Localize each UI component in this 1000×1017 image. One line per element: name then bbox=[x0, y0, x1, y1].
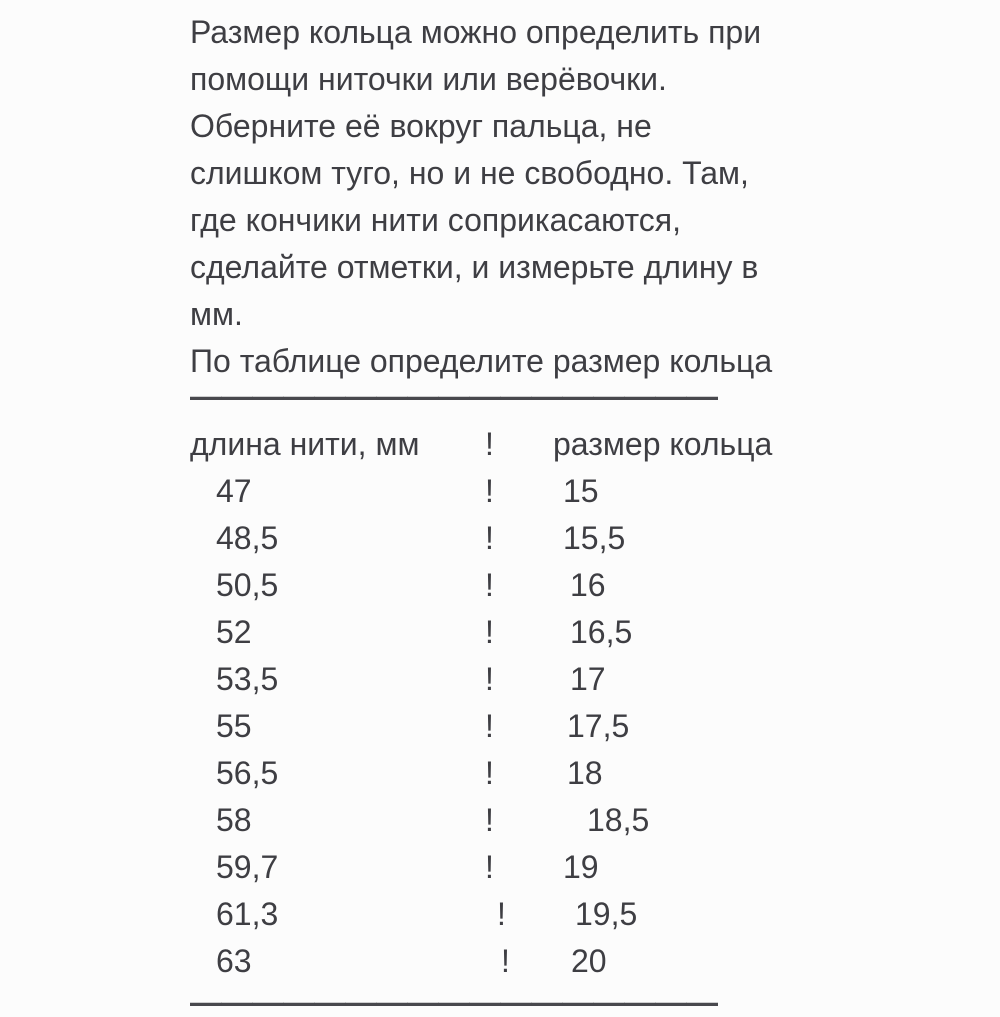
thread-length-value: 52 bbox=[216, 614, 252, 650]
intro-line: слишком туго, но и не свободно. Там, bbox=[190, 155, 749, 191]
table-row bbox=[190, 562, 850, 609]
ring-size-value: 20 bbox=[571, 943, 607, 979]
thread-length-value: 58 bbox=[216, 802, 252, 838]
column-header-ring-size: размер кольца bbox=[553, 426, 773, 462]
column-divider: ! bbox=[485, 849, 494, 885]
table-row bbox=[190, 609, 850, 656]
table-row bbox=[190, 891, 850, 938]
thread-length-value: 61,3 bbox=[216, 896, 279, 932]
column-divider: ! bbox=[497, 896, 506, 932]
thread-length-value: 53,5 bbox=[216, 661, 279, 697]
table-row bbox=[190, 797, 850, 844]
intro-line: мм. bbox=[190, 296, 243, 332]
column-divider: ! bbox=[501, 943, 510, 979]
separator-line-bottom: ————————————————— bbox=[190, 987, 717, 1017]
table-row bbox=[190, 656, 850, 703]
column-divider: ! bbox=[485, 614, 494, 650]
table-header-row bbox=[190, 421, 850, 468]
thread-length-value: 63 bbox=[216, 943, 252, 979]
table-row bbox=[190, 468, 850, 515]
column-divider: ! bbox=[485, 473, 494, 509]
intro-text bbox=[190, 9, 850, 385]
table-caption: По таблице определите размер кольца bbox=[190, 343, 773, 379]
table-row bbox=[190, 515, 850, 562]
column-header-thread-length: длина нити, мм bbox=[190, 426, 420, 462]
intro-line: Оберните её вокруг пальца, не bbox=[190, 108, 652, 144]
column-divider: ! bbox=[485, 708, 494, 744]
ring-size-value: 17,5 bbox=[567, 708, 630, 744]
ring-size-value: 18 bbox=[567, 755, 603, 791]
ring-size-value: 16,5 bbox=[570, 614, 633, 650]
column-divider: ! bbox=[485, 567, 494, 603]
column-divider: ! bbox=[485, 426, 494, 462]
table-row bbox=[190, 938, 850, 985]
thread-length-value: 59,7 bbox=[216, 849, 279, 885]
table-row bbox=[190, 703, 850, 750]
thread-length-value: 47 bbox=[216, 473, 252, 509]
thread-length-value: 48,5 bbox=[216, 520, 279, 556]
thread-length-value: 50,5 bbox=[216, 567, 279, 603]
intro-line: где кончики нити соприкасаются, bbox=[190, 202, 681, 238]
ring-size-value: 16 bbox=[570, 567, 606, 603]
column-divider: ! bbox=[485, 520, 494, 556]
intro-line: помощи ниточки или верёвочки. bbox=[190, 61, 667, 97]
column-divider: ! bbox=[485, 755, 494, 791]
intro-line: Размер кольца можно определить при bbox=[190, 14, 762, 50]
table-row bbox=[190, 750, 850, 797]
thread-length-value: 55 bbox=[216, 708, 252, 744]
table-row bbox=[190, 844, 850, 891]
ring-size-value: 18,5 bbox=[587, 802, 650, 838]
ring-size-value: 15,5 bbox=[563, 520, 626, 556]
column-divider: ! bbox=[485, 802, 494, 838]
table-body bbox=[190, 468, 850, 985]
column-divider: ! bbox=[485, 661, 494, 697]
ring-size-value: 15 bbox=[563, 473, 599, 509]
thread-length-value: 56,5 bbox=[216, 755, 279, 791]
ring-size-value: 19,5 bbox=[575, 896, 638, 932]
separator-line-top: ————————————————— bbox=[190, 381, 717, 411]
ring-size-table bbox=[190, 421, 850, 985]
ring-size-value: 19 bbox=[563, 849, 599, 885]
intro-line: сделайте отметки, и измерьте длину в bbox=[190, 249, 759, 285]
ring-size-value: 17 bbox=[570, 661, 606, 697]
